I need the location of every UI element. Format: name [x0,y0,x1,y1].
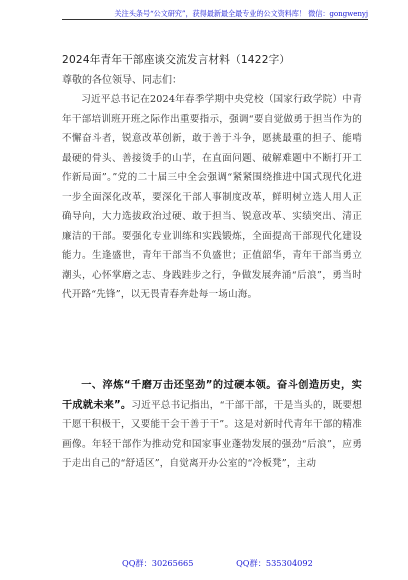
section-heading: 一、淬炼“千磨万击还坚劲”的过硬本领。奋斗创造历史，实干成就未来”。 [62,380,362,411]
qq-group-1: QQ群：30265665 [122,558,194,568]
header-note: 关注头条号“公文研究”，获得最新最全最专业的公文资料库！ 微信：gongwenyj [114,9,368,18]
section-body: 习近平总书记指出，“干部干部，干是当头的，既要想干愿干积极干，又要能干会干善于干”。这是对新时代青年干部的精准画像。年轻干部作为推动党和国家事业蓬勃发展的强劲“后浪”，应勇于走出自己的“舒适区”，自觉离开办公室的“冷板凳”，主动 [62,399,362,470]
footer [122,558,313,569]
paragraph-intro: 习近平总书记在2024年春季学期中央党校（国家行政学院）中青年干部培训班开班之际作出重要指示，强调“要自觉做勇于担当作为的不懈奋斗者，锐意改革创新，敢于善于斗争，愿挑最重的担子、能啃最硬的骨头、善接烫手的山芋，在直面问题、破解难题中不断打开工作新局面”。”党的二十届三中全会强调“紧紧围绕推进中国式现代化进一步全面深化改革，要深化干部人事制度改革，鲜明树立选人用人正确导向，大力选拔政治过硬、敢于担当、锐意改革、实绩突出、清正廉洁的干部。要强化专业训练和实践锻炼，全面提高干部现代化建设能力。生逢盛世，青年干部当不负盛世；正值韶华，青年干部当勇立潮头，心怀掌磨之志、身践跬步之行，争做发展奔涌“后浪”，勇当时代开路“先锋”，以无畏青春奔赴每一场山海。 [62,94,362,301]
qq-group-2: QQ群：535304092 [236,558,313,568]
header-divider [62,19,368,20]
salutation: 尊敬的各位领导、同志们： [62,75,182,86]
document-title: 2024年青年干部座谈交流发言材料（1422字） [62,54,291,66]
paragraph-section-1 [62,376,362,474]
